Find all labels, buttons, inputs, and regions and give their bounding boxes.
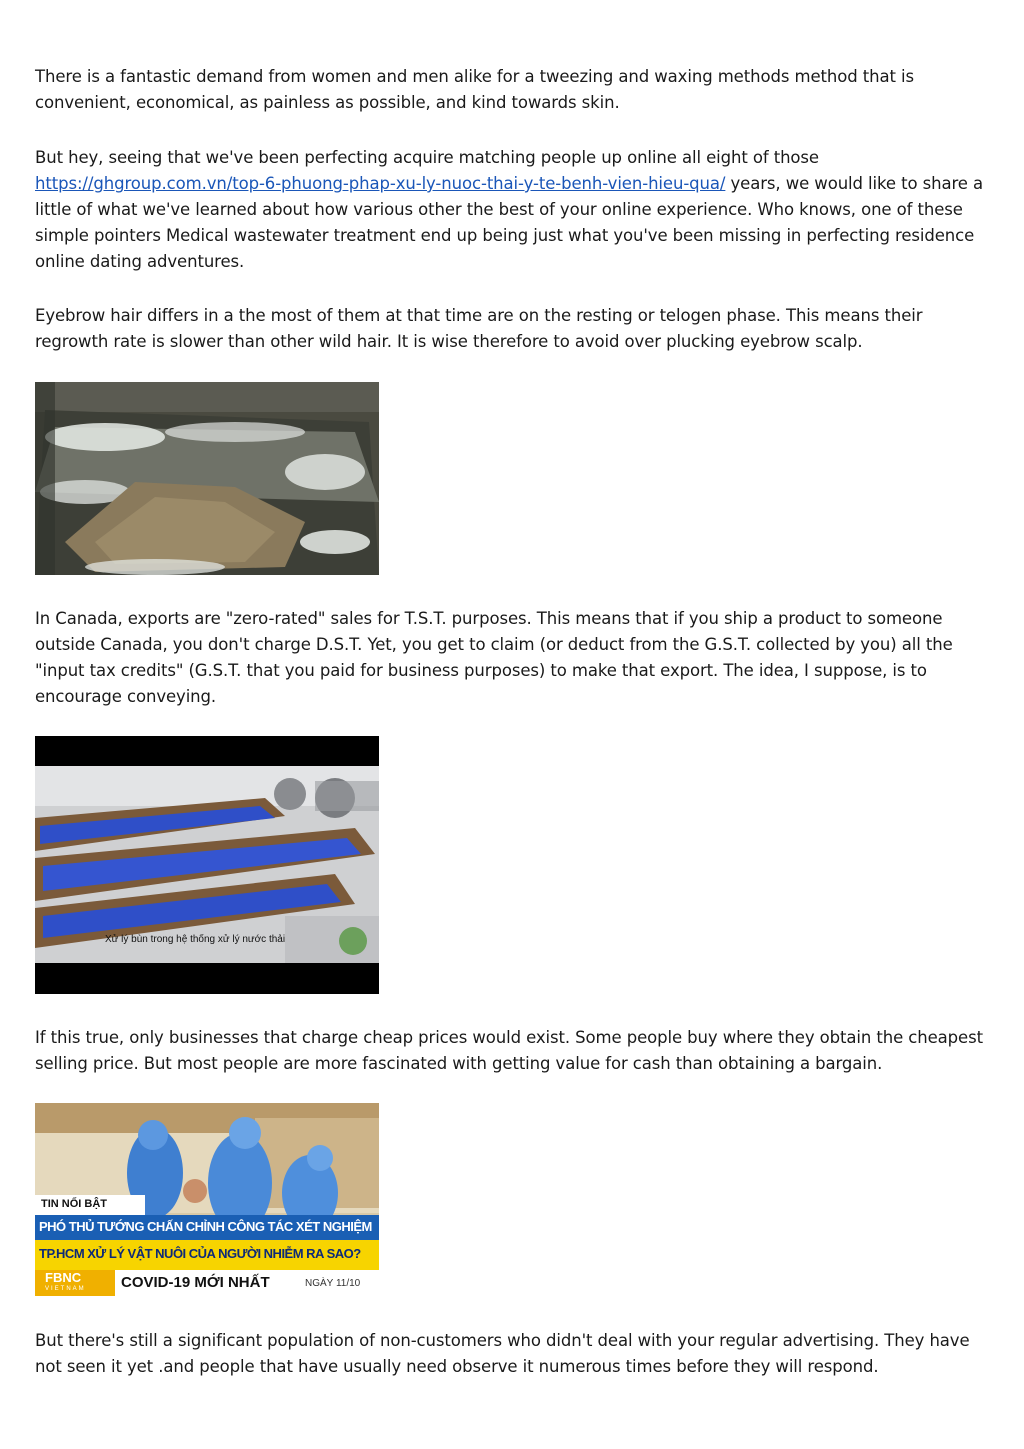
ghgroup-link[interactable]: https://ghgroup.com.vn/top-6-phuong-phap-xu-ly-nuoc-thai-y-te-benh-vien-hieu-qua/ — [35, 174, 726, 193]
paragraph-2-lead: But hey, seeing that we've been perfecting acquire matching people up online all eight of those — [35, 148, 819, 167]
fbnc-logo — [45, 1271, 86, 1293]
paragraph-2-tail: years, we would like to share a little of what we've learned about how various other the best of your online experience. Who knows, one of these simple pointers Medical wastewater treatment end up being just what you've been missing in perfecting residence online dating adventures. — [35, 174, 983, 271]
video-caption: Xử lý bùn trong hệ thống xử lý nước thải — [105, 934, 286, 945]
fbnc-logo-text: FBNC — [45, 1270, 82, 1285]
wastewater-tank-image — [35, 382, 379, 575]
news-headline-2: TP.HCM XỬ LÝ VẬT NUÔI CỦA NGƯỜI NHIỄM RA SAO? — [39, 1246, 361, 1261]
paragraph-1: There is a fantastic demand from women and men alike for a tweezing and waxing methods method that is convenient, economical, as painless as possible, and kind towards skin. — [35, 67, 914, 112]
sludge-treatment-video-still — [35, 736, 379, 994]
news-title: COVID-19 MỚI NHẤT — [121, 1274, 270, 1291]
fbnc-logo-sub: VIETNAM — [45, 1286, 86, 1292]
paragraph-6: But there's still a significant population of non-customers who didn't deal with your regular advertising. They have not seen it yet .and people that have usually need observe it numerous times before they will respond. — [35, 1331, 970, 1376]
paragraph-4: In Canada, exports are "zero-rated" sales for T.S.T. purposes. This means that if you ship a product to someone outside Canada, you don't charge D.S.T. Yet, you get to claim (or deduct from the G.S.T. collected by you) all the "input tax credits" (G.S.T. that you paid for business purposes) to make that export. The idea, I suppose, is to encourage conveying. — [35, 609, 953, 706]
news-date: NGÀY 11/10 — [305, 1278, 361, 1289]
paragraph-3: Eyebrow hair differs in a the most of them at that time are on the resting or telogen phase. This means their regrowth rate is slower than other wild hair. It is wise therefore to avoid over plucking eyebrow scalp. — [35, 306, 923, 351]
paragraph-5: If this true, only businesses that charge cheap prices would exist. Some people buy where they obtain the cheapest selling price. But most people are more fascinated with getting value for cash than obtaining a bargain. — [35, 1028, 983, 1073]
news-tag: TIN NỔI BẬT — [41, 1198, 107, 1210]
news-headline-1: PHÓ THỦ TƯỚNG CHẤN CHỈNH CÔNG TÁC XÉT NGHIỆM — [39, 1219, 372, 1234]
paragraph-2 — [35, 145, 990, 275]
covid-news-thumbnail — [35, 1103, 379, 1296]
